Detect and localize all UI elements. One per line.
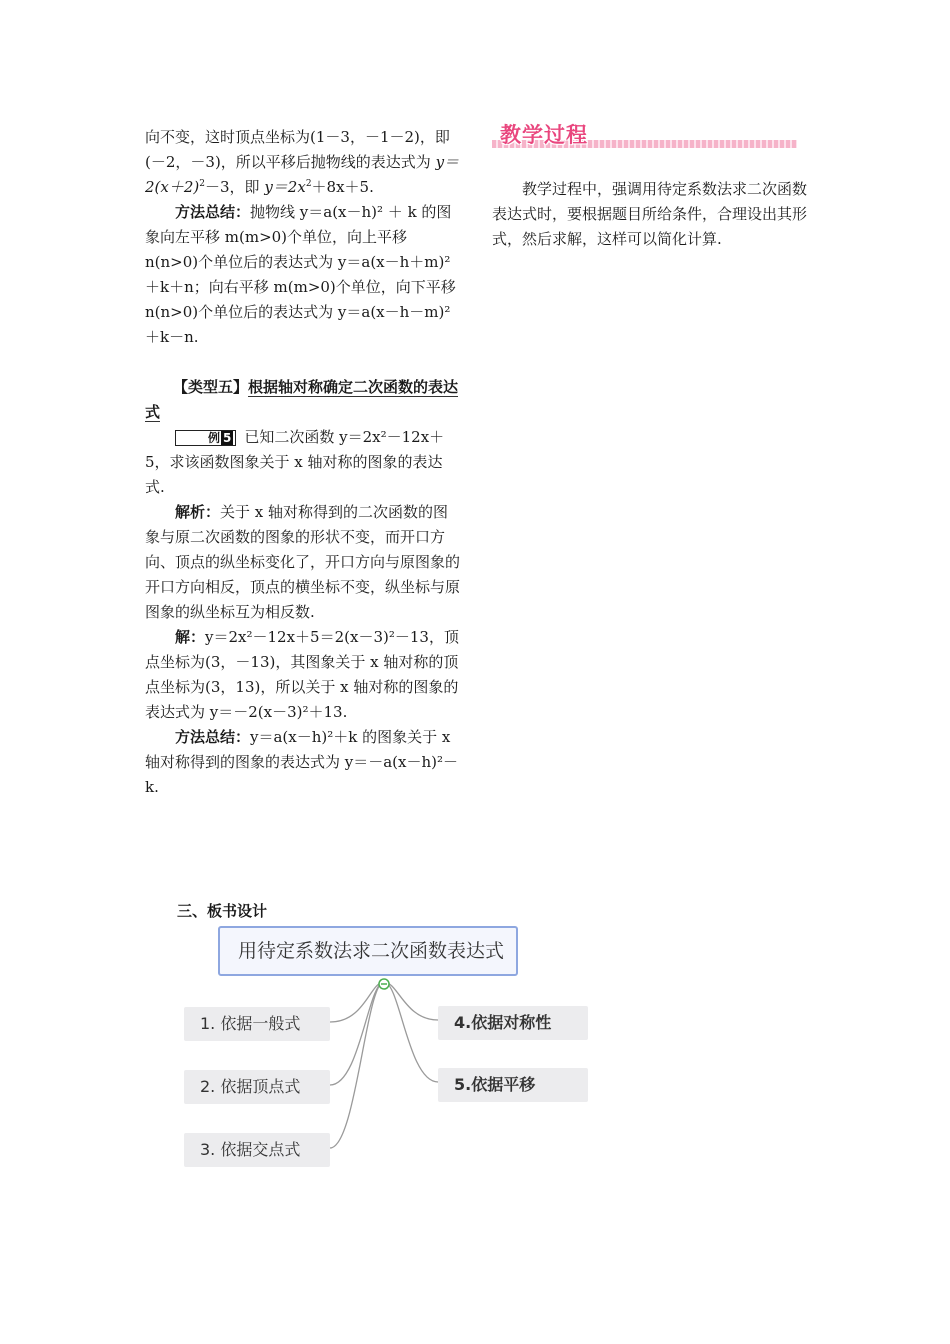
example-text: 已知二次函数 y＝2x²－12x＋5，求该函数图象关于 x 轴对称的图象的表达式.: [145, 428, 445, 496]
example-number: 5: [223, 431, 232, 445]
analysis-label: 解析：: [175, 503, 221, 521]
p1-eq2-tail: ＋8x＋5.: [311, 178, 374, 196]
type5-heading: [145, 375, 460, 425]
method-summary-2: [145, 725, 460, 800]
mind-map-root[interactable]: 用待定系数法求二次函数表达式: [218, 926, 518, 976]
example-5: [145, 425, 460, 500]
p1-eq2: y＝2x: [264, 178, 306, 196]
method1-text: 抛物线 y＝a(x－h)² ＋ k 的图象向左平移 m(m>0)个单位，向上平移 n(n>0)个单位后的表达式为 y＝a(x－h＋m)²＋k＋n；向右平移 m(m>0)个单位，向下平移 n(n>0)个单位后的表达式为 y＝a(x－h－m)²＋k－n.: [145, 203, 456, 346]
section-banner: [492, 125, 810, 155]
p1-eq1-tail: －3，即: [205, 178, 260, 196]
p1-eq1: y＝2(x＋2): [145, 153, 460, 196]
method2-label: 方法总结：: [175, 728, 251, 746]
teaching-process-text: 教学过程中，强调用待定系数法求二次函数表达式时，要根据题目所给条件，合理设出其形式，然后求解，这样可以简化计算.: [492, 180, 808, 248]
node-vertex-form[interactable]: 2. 依据顶点式: [184, 1070, 330, 1104]
continued-paragraph: 向不变，这时顶点坐标为(1－3，－1－2)，即(－2，－3)，所以平移后抛物线的表达式为 $y=2(x+2)^2-3$，即 $y=2x^2+8x+5$.: [145, 128, 460, 196]
example-label: 例: [208, 431, 221, 445]
node-intercept-form[interactable]: 3. 依据交点式: [184, 1133, 330, 1167]
banner-title: 教学过程: [500, 123, 588, 147]
method2-text: y＝a(x－h)²＋k 的图象关于 x 轴对称得到的图象的表达式为 y＝－a(x－h)²－k.: [145, 728, 459, 796]
solution-text: y＝2x²－12x＋5＝2(x－3)²－13，顶点坐标为(3，－13)，其图象关于 x 轴对称的顶点坐标为(3，13)，所以关于 x 轴对称的图象的表达式为 y＝－2(x－3)²＋13.: [145, 628, 459, 721]
node-general-form[interactable]: 1. 依据一般式: [184, 1007, 330, 1041]
board-design-heading: 三、板书设计: [177, 902, 268, 920]
node-symmetry[interactable]: 4.依据对称性: [438, 1006, 588, 1040]
method1-label: 方法总结：: [175, 203, 251, 221]
p1-text: 向不变，这时顶点坐标为(1－3，－1－2)，即(－2，－3)，所以平移后抛物线的表达式为: [145, 128, 450, 171]
type5-prefix: 【类型五】: [173, 378, 249, 396]
solution-label: 解：: [175, 628, 206, 646]
right-column: [492, 125, 810, 252]
analysis-text: 关于 x 轴对称得到的二次函数的图象与原二次函数的图象的形状不变，而开口方向、顶点的纵坐标变化了，开口方向与原图象的开口方向相反，顶点的横坐标不变，纵坐标与原图象的纵坐标互为相反数.: [145, 503, 461, 621]
mind-map: [180, 922, 552, 1172]
node-translation[interactable]: 5.依据平移: [438, 1068, 588, 1102]
type5-title: 根据轴对称确定二次函数的表达式: [145, 378, 459, 421]
solution-paragraph: [145, 625, 460, 725]
example-badge: [175, 430, 236, 446]
left-column: [145, 125, 460, 800]
method-summary-1: [145, 200, 460, 350]
analysis-paragraph: [145, 500, 460, 625]
